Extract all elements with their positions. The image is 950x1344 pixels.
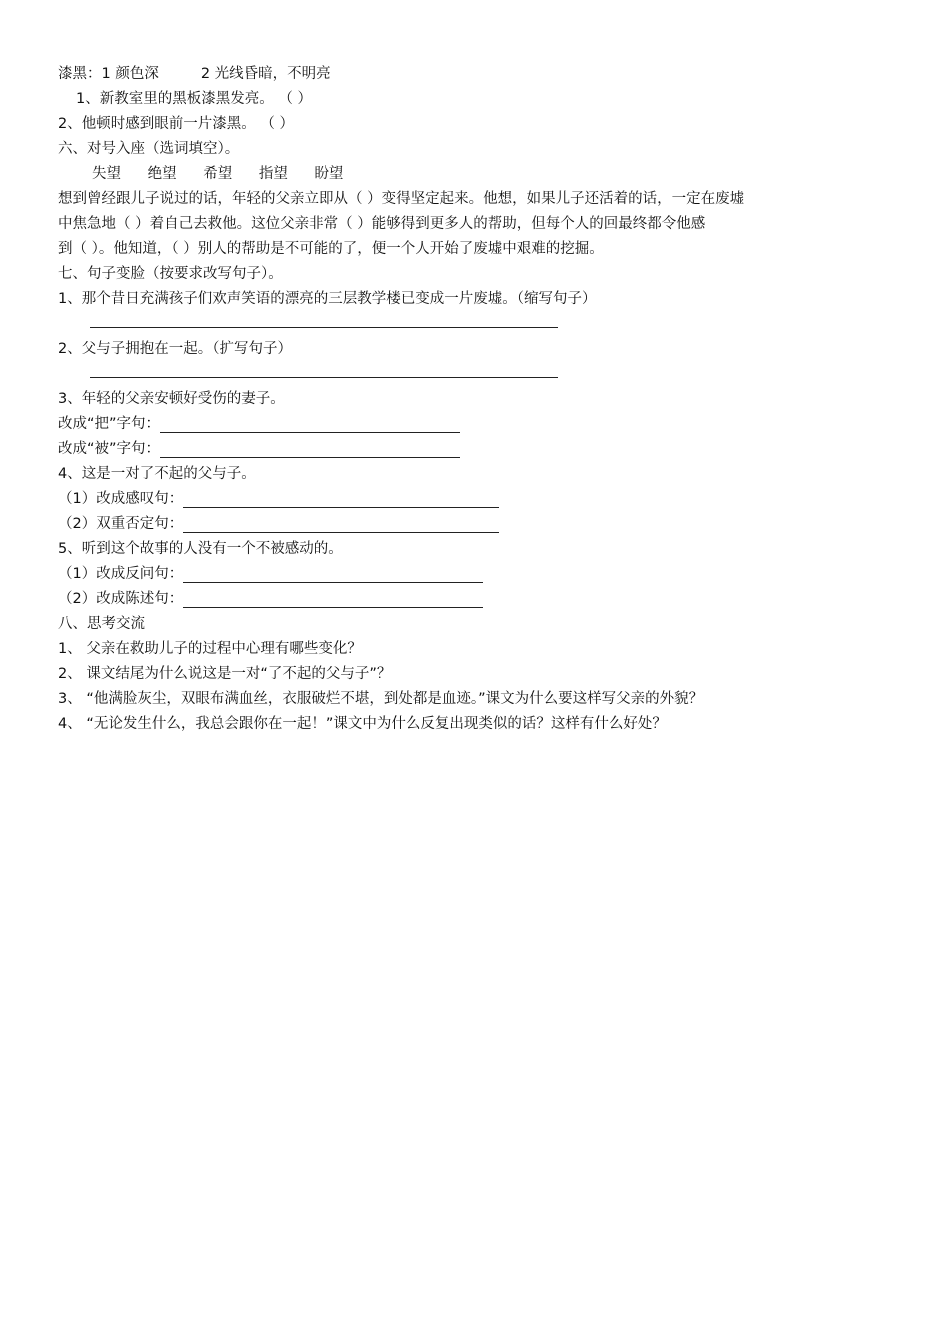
rewrite-question-5: 5、听到这个故事的人没有一个不被感动的。	[58, 541, 343, 557]
definition-sense-2: 2 光线昏暗，不明亮	[200, 66, 331, 82]
rewrite-question-1: 1、那个昔日充满孩子们欢声笑语的漂亮的三层教学楼已变成一片废墟。（缩写句子）	[58, 291, 597, 307]
definition-question-2: 2、他顿时感到眼前一片漆黑。 （ ）	[58, 116, 294, 132]
rewrite-label: （2）改成陈述句：	[58, 591, 184, 607]
rewrite-4-exclaim	[58, 487, 898, 512]
rewrite-4-double-negative	[58, 512, 898, 537]
rewrite-question-3: 3、年轻的父亲安顿好受伤的妻子。	[58, 391, 285, 407]
rewrite-question-2: 2、父与子拥抱在一起。（扩写句子）	[58, 341, 292, 357]
fill-paragraph-line: 中焦急地（ ）着自己去救他。这位父亲非常（ ）能够得到更多人的帮助，但每个人的回最终都令他感	[58, 216, 706, 232]
rewrite-label: （1）改成反问句：	[58, 566, 184, 582]
answer-underline	[90, 377, 558, 378]
section-6-title: 六、对号入座（选词填空）。	[58, 141, 240, 157]
answer-blank[interactable]	[183, 566, 483, 583]
fill-paragraph-line: 想到曾经跟儿子说过的话，年轻的父亲立即从（ ）变得坚定起来。他想，如果儿子还活着的话，一定在废墟	[58, 191, 745, 207]
word-bank	[58, 162, 898, 187]
answer-underline	[90, 327, 558, 328]
answer-blank[interactable]	[183, 591, 483, 608]
definition-sense-1: 1 颜色深	[101, 66, 159, 82]
rewrite-3-bei	[58, 437, 898, 462]
rewrite-label: 改成“被”字句：	[58, 441, 161, 457]
word-bank-item: 指望	[258, 166, 288, 182]
rewrite-5-rhetorical	[58, 562, 898, 587]
answer-blank[interactable]	[183, 516, 499, 533]
rewrite-3-ba	[58, 412, 898, 437]
answer-blank[interactable]	[183, 491, 499, 508]
answer-blank[interactable]	[58, 312, 898, 337]
worksheet	[58, 62, 898, 737]
rewrite-question-4: 4、这是一对了不起的父与子。	[58, 466, 256, 482]
section-7-title: 七、句子变脸（按要求改写句子）。	[58, 266, 283, 282]
word-bank-item: 绝望	[147, 166, 177, 182]
rewrite-label: （1）改成感叹句：	[58, 491, 184, 507]
definition-word: 漆黑：	[58, 66, 102, 82]
definition-question-1: 1、新教室里的黑板漆黑发亮。 （ ）	[76, 91, 312, 107]
fill-paragraph-line: 到（ ）。他知道，（ ）别人的帮助是不可能的了，便一个人开始了废墟中艰难的挖掘。	[58, 241, 604, 257]
discussion-question: 1、 父亲在救助儿子的过程中心理有哪些变化？	[58, 641, 362, 657]
answer-blank[interactable]	[160, 441, 460, 458]
discussion-question: 4、 “无论发生什么，我总会跟你在一起！”课文中为什么反复出现类似的话？这样有什么好处？	[58, 716, 667, 732]
discussion-question: 3、 “他满脸灰尘，双眼布满血丝，衣服破烂不堪，到处都是血迹。”课文为什么要这样写父亲的外貌？	[58, 691, 704, 707]
definition-line	[58, 62, 898, 87]
word-bank-item: 盼望	[314, 166, 344, 182]
word-bank-item: 希望	[203, 166, 233, 182]
discussion-question: 2、 课文结尾为什么说这是一对“了不起的父与子”？	[58, 666, 392, 682]
rewrite-5-declarative	[58, 587, 898, 612]
answer-blank[interactable]	[160, 416, 460, 433]
rewrite-label: 改成“把”字句：	[58, 416, 161, 432]
word-bank-item: 失望	[92, 166, 121, 182]
answer-blank[interactable]	[58, 362, 898, 387]
section-8-title: 八、思考交流	[58, 616, 145, 632]
rewrite-label: （2）双重否定句：	[58, 516, 184, 532]
